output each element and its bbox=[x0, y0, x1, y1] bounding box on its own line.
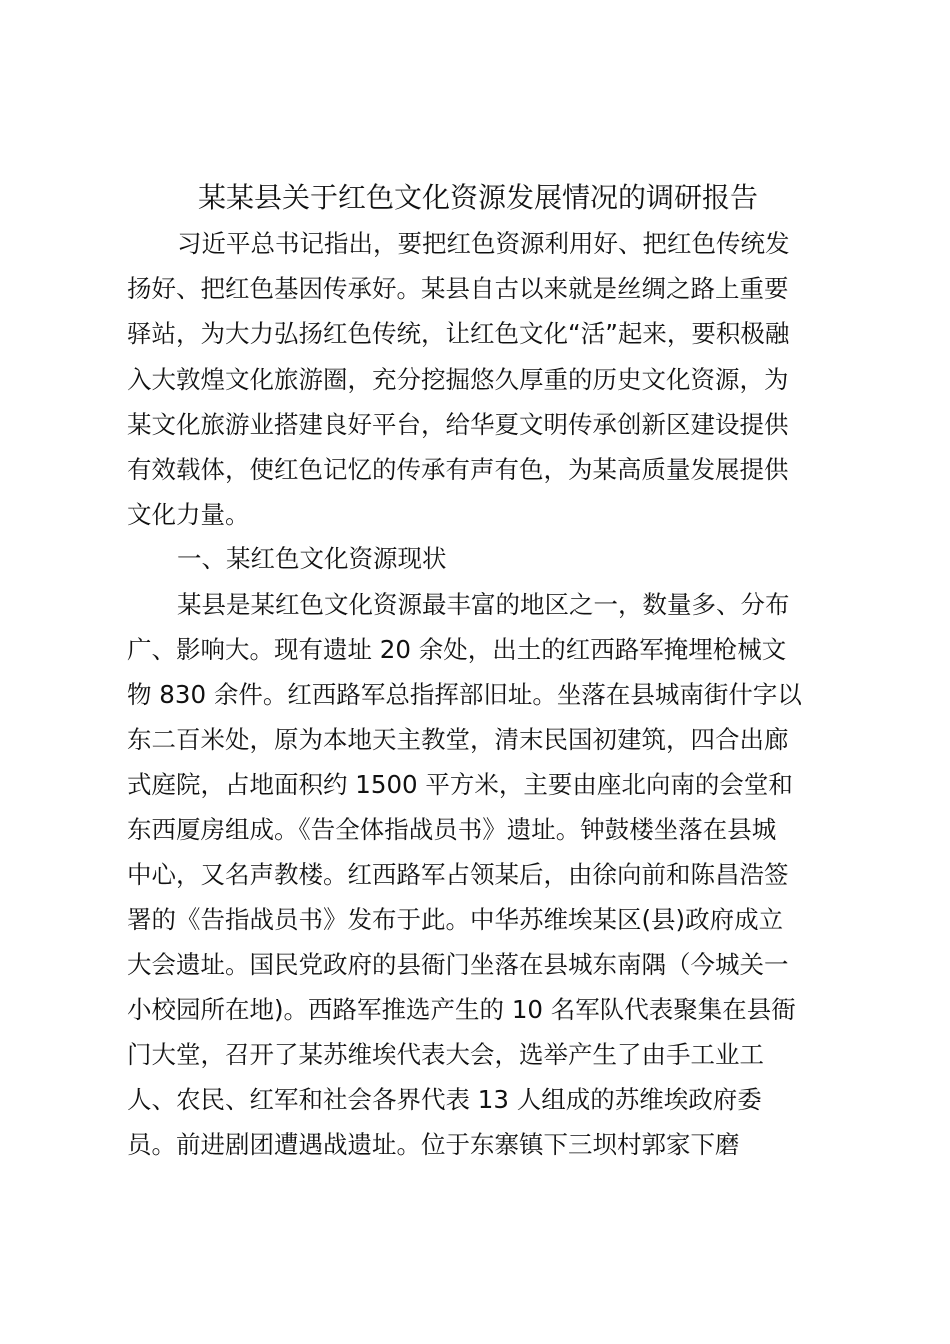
paragraph-2-line-4: 东二百米处，原为本地天主教堂，清末民国初建筑，四合出廊 bbox=[127, 725, 789, 754]
paragraph-1-line-2: 扬好、把红色基因传承好。某县自古以来就是丝绸之路上重要 bbox=[127, 274, 789, 303]
section-heading: 一、某红色文化资源现状 bbox=[177, 544, 447, 573]
paragraph-1-line-7: 文化力量。 bbox=[127, 500, 250, 529]
paragraph-2-line-10: 小校园所在地)。西路军推选产生的 10 名军队代表聚集在县衙 bbox=[127, 995, 796, 1024]
paragraph-1-line-3: 驿站，为大力弘扬红色传统，让红色文化“活”起来，要积极融 bbox=[127, 319, 790, 348]
paragraph-1-line-5: 某文化旅游业搭建良好平台，给华夏文明传承创新区建设提供 bbox=[127, 410, 789, 439]
paragraph-2-line-8: 署的《告指战员书》发布于此。中华苏维埃某区(县)政府成立 bbox=[127, 905, 784, 934]
paragraph-2-line-9: 大会遗址。国民党政府的县衙门坐落在县城东南隅（今城关一 bbox=[127, 950, 789, 979]
paragraph-2-line-5: 式庭院，占地面积约 1500 平方米，主要由座北向南的会堂和 bbox=[127, 770, 793, 799]
paragraph-1-line-6: 有效载体，使红色记忆的传承有声有色，为某高质量发展提供 bbox=[127, 455, 789, 484]
paragraph-2-line-1: 某县是某红色文化资源最丰富的地区之一，数量多、分布 bbox=[177, 590, 790, 619]
paragraph-2-line-12: 人、农民、红军和社会各界代表 13 人组成的苏维埃政府委 bbox=[127, 1085, 762, 1114]
document-title: 某某县关于红色文化资源发展情况的调研报告 bbox=[197, 181, 758, 214]
paragraph-2-line-3: 物 830 余件。红西路军总指挥部旧址。坐落在县城南街什字以 bbox=[127, 680, 802, 709]
paragraph-1-line-1: 习近平总书记指出，要把红色资源利用好、把红色传统发 bbox=[177, 229, 790, 258]
paragraph-2-line-6: 东西厦房组成。《告全体指战员书》遗址。钟鼓楼坐落在县城 bbox=[127, 815, 777, 844]
paragraph-2-line-13: 员。前进剧团遭遇战遗址。位于东寨镇下三坝村郭家下磨 bbox=[127, 1130, 740, 1159]
paragraph-2-line-7: 中心，又名声教楼。红西路军占领某后，由徐向前和陈昌浩签 bbox=[127, 860, 789, 889]
paragraph-2-line-11: 门大堂，召开了某苏维埃代表大会，选举产生了由手工业工 bbox=[127, 1040, 764, 1069]
paragraph-1-line-4: 入大敦煌文化旅游圈，充分挖掘悠久厚重的历史文化资源，为 bbox=[127, 365, 789, 394]
paragraph-2-line-2: 广、影响大。现有遗址 20 余处，出土的红西路军掩埋枪械文 bbox=[127, 635, 787, 664]
